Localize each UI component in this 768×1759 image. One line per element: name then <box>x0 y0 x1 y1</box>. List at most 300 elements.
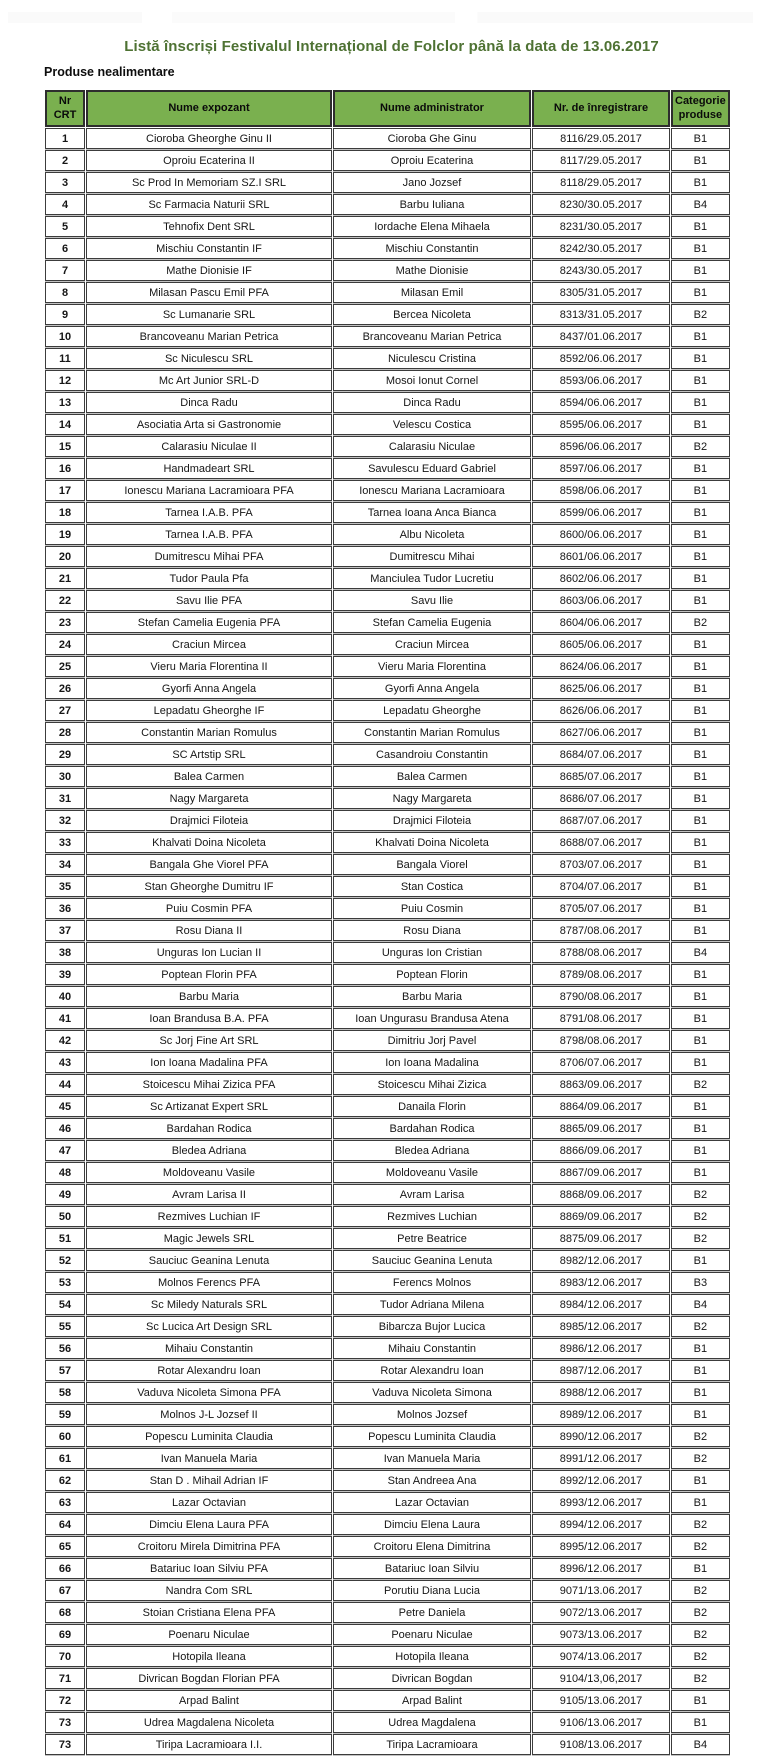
cell-nume-expozant: Sc Miledy Naturals SRL <box>86 1294 332 1315</box>
cell-nr-crt: 5 <box>45 216 85 237</box>
cell-nume-administrator: Iordache Elena Mihaela <box>333 216 531 237</box>
cell-nume-expozant: Vieru Maria Florentina II <box>86 656 332 677</box>
table-row <box>45 480 730 501</box>
cell-categorie-produse: B1 <box>671 832 730 853</box>
cell-nr-inregistrare: 8605/06.06.2017 <box>532 634 670 655</box>
cell-nume-administrator: Niculescu Cristina <box>333 348 531 369</box>
cell-nr-inregistrare: 8624/06.06.2017 <box>532 656 670 677</box>
cell-nr-inregistrare: 8791/08.06.2017 <box>532 1008 670 1029</box>
cell-nr-crt: 48 <box>45 1162 85 1183</box>
cell-nume-expozant: Batariuc Ioan Silviu PFA <box>86 1558 332 1579</box>
cell-nr-crt: 28 <box>45 722 85 743</box>
cell-nr-inregistrare: 8706/07.06.2017 <box>532 1052 670 1073</box>
cell-categorie-produse: B1 <box>671 502 730 523</box>
cell-nume-administrator: Ivan Manuela Maria <box>333 1448 531 1469</box>
cell-nr-crt: 37 <box>45 920 85 941</box>
table-row <box>45 1580 730 1601</box>
cell-categorie-produse: B2 <box>671 1448 730 1469</box>
cell-nume-administrator: Khalvati Doina Nicoleta <box>333 832 531 853</box>
table-row <box>45 1118 730 1139</box>
cell-nr-crt: 59 <box>45 1404 85 1425</box>
table-row <box>45 150 730 171</box>
table-row <box>45 766 730 787</box>
cell-categorie-produse: B2 <box>671 1184 730 1205</box>
cell-nume-expozant: Puiu Cosmin PFA <box>86 898 332 919</box>
cell-nr-crt: 67 <box>45 1580 85 1601</box>
table-row <box>45 854 730 875</box>
cell-nr-inregistrare: 8869/09.06.2017 <box>532 1206 670 1227</box>
cell-categorie-produse: B1 <box>671 766 730 787</box>
column-header-nr-crt: Nr CRT <box>45 90 85 127</box>
cell-categorie-produse: B1 <box>671 1140 730 1161</box>
cell-nr-crt: 30 <box>45 766 85 787</box>
cell-nume-expozant: Lepadatu Gheorghe IF <box>86 700 332 721</box>
cell-nr-inregistrare: 8596/06.06.2017 <box>532 436 670 457</box>
cell-nume-expozant: Sc Niculescu SRL <box>86 348 332 369</box>
cell-nr-crt: 8 <box>45 282 85 303</box>
cell-nr-inregistrare: 9104/13,06,2017 <box>532 1668 670 1689</box>
table-row <box>45 612 730 633</box>
cell-nr-crt: 53 <box>45 1272 85 1293</box>
cell-categorie-produse: B1 <box>671 634 730 655</box>
cell-nume-administrator: Stan Andreea Ana <box>333 1470 531 1491</box>
scan-artifact-band <box>8 12 753 23</box>
cell-nume-expozant: Tudor Paula Pfa <box>86 568 332 589</box>
cell-categorie-produse: B1 <box>671 238 730 259</box>
cell-categorie-produse: B2 <box>671 1646 730 1667</box>
cell-nr-inregistrare: 8798/08.06.2017 <box>532 1030 670 1051</box>
cell-categorie-produse: B1 <box>671 678 730 699</box>
cell-categorie-produse: B1 <box>671 1338 730 1359</box>
cell-nume-expozant: Sc Lumanarie SRL <box>86 304 332 325</box>
cell-nume-expozant: Stefan Camelia Eugenia PFA <box>86 612 332 633</box>
cell-nume-expozant: Dumitrescu Mihai PFA <box>86 546 332 567</box>
cell-nume-administrator: Casandroiu Constantin <box>333 744 531 765</box>
cell-nr-crt: 60 <box>45 1426 85 1447</box>
cell-categorie-produse: B1 <box>671 1712 730 1733</box>
cell-nume-expozant: Stan Gheorghe Dumitru IF <box>86 876 332 897</box>
cell-nr-crt: 6 <box>45 238 85 259</box>
cell-nume-administrator: Mischiu Constantin <box>333 238 531 259</box>
cell-nume-expozant: Oproiu Ecaterina II <box>86 150 332 171</box>
table-row <box>45 634 730 655</box>
cell-nr-crt: 24 <box>45 634 85 655</box>
cell-nume-expozant: Vaduva Nicoleta Simona PFA <box>86 1382 332 1403</box>
cell-nume-expozant: Calarasiu Niculae II <box>86 436 332 457</box>
cell-nr-inregistrare: 9072/13.06.2017 <box>532 1602 670 1623</box>
cell-nume-administrator: Moldoveanu Vasile <box>333 1162 531 1183</box>
cell-nume-administrator: Ion Ioana Madalina <box>333 1052 531 1073</box>
cell-nume-expozant: Arpad Balint <box>86 1690 332 1711</box>
cell-nume-administrator: Molnos Jozsef <box>333 1404 531 1425</box>
cell-nume-administrator: Hotopila Ileana <box>333 1646 531 1667</box>
cell-categorie-produse: B1 <box>671 1690 730 1711</box>
cell-nume-administrator: Brancoveanu Marian Petrica <box>333 326 531 347</box>
cell-nume-expozant: Gyorfi Anna Angela <box>86 678 332 699</box>
cell-categorie-produse: B4 <box>671 1734 730 1755</box>
cell-nume-administrator: Milasan Emil <box>333 282 531 303</box>
cell-nr-inregistrare: 8603/06.06.2017 <box>532 590 670 611</box>
cell-nr-inregistrare: 8593/06.06.2017 <box>532 370 670 391</box>
table-row <box>45 722 730 743</box>
table-row <box>45 172 730 193</box>
cell-nr-inregistrare: 8686/07.06.2017 <box>532 788 670 809</box>
cell-categorie-produse: B1 <box>671 1162 730 1183</box>
cell-nume-expozant: Unguras Ion Lucian II <box>86 942 332 963</box>
cell-categorie-produse: B1 <box>671 260 730 281</box>
cell-nume-expozant: Drajmici Filoteia <box>86 810 332 831</box>
cell-nume-administrator: Calarasiu Niculae <box>333 436 531 457</box>
cell-nr-crt: 14 <box>45 414 85 435</box>
table-row <box>45 876 730 897</box>
cell-nume-administrator: Arpad Balint <box>333 1690 531 1711</box>
table-row <box>45 1404 730 1425</box>
cell-nume-administrator: Petre Beatrice <box>333 1228 531 1249</box>
cell-nr-crt: 33 <box>45 832 85 853</box>
column-header-categorie-produse: Categorie produse <box>671 90 730 127</box>
cell-categorie-produse: B1 <box>671 392 730 413</box>
cell-nr-inregistrare: 8991/12.06.2017 <box>532 1448 670 1469</box>
cell-categorie-produse: B1 <box>671 722 730 743</box>
cell-nume-administrator: Velescu Costica <box>333 414 531 435</box>
cell-nume-expozant: Dimciu Elena Laura PFA <box>86 1514 332 1535</box>
table-row <box>45 1074 730 1095</box>
cell-categorie-produse: B1 <box>671 920 730 941</box>
cell-categorie-produse: B1 <box>671 128 730 149</box>
table-row <box>45 656 730 677</box>
cell-nr-crt: 66 <box>45 1558 85 1579</box>
cell-nr-crt: 56 <box>45 1338 85 1359</box>
cell-categorie-produse: B1 <box>671 414 730 435</box>
cell-categorie-produse: B2 <box>671 1580 730 1601</box>
cell-nr-inregistrare: 8118/29.05.2017 <box>532 172 670 193</box>
cell-nume-administrator: Croitoru Elena Dimitrina <box>333 1536 531 1557</box>
cell-nr-crt: 73 <box>45 1712 85 1733</box>
cell-nume-administrator: Danaila Florin <box>333 1096 531 1117</box>
cell-nume-administrator: Vieru Maria Florentina <box>333 656 531 677</box>
cell-categorie-produse: B1 <box>671 1470 730 1491</box>
cell-nume-administrator: Stan Costica <box>333 876 531 897</box>
cell-nume-expozant: Cioroba Gheorghe Ginu II <box>86 128 332 149</box>
cell-nr-crt: 47 <box>45 1140 85 1161</box>
cell-categorie-produse: B1 <box>671 1404 730 1425</box>
cell-nr-inregistrare: 8599/06.06.2017 <box>532 502 670 523</box>
cell-nume-administrator: Rezmives Luchian <box>333 1206 531 1227</box>
cell-nume-expozant: Craciun Mircea <box>86 634 332 655</box>
cell-nr-crt: 29 <box>45 744 85 765</box>
cell-nr-crt: 73 <box>45 1734 85 1755</box>
cell-nr-inregistrare: 8116/29.05.2017 <box>532 128 670 149</box>
cell-nr-inregistrare: 9105/13.06.2017 <box>532 1690 670 1711</box>
cell-nume-administrator: Jano Jozsef <box>333 172 531 193</box>
cell-nr-inregistrare: 8863/09.06.2017 <box>532 1074 670 1095</box>
cell-categorie-produse: B1 <box>671 458 730 479</box>
cell-categorie-produse: B1 <box>671 1250 730 1271</box>
cell-categorie-produse: B2 <box>671 1228 730 1249</box>
cell-nume-administrator: Petre Daniela <box>333 1602 531 1623</box>
table-row <box>45 1294 730 1315</box>
cell-categorie-produse: B1 <box>671 326 730 347</box>
cell-nume-expozant: Moldoveanu Vasile <box>86 1162 332 1183</box>
cell-nr-crt: 18 <box>45 502 85 523</box>
table-row <box>45 1338 730 1359</box>
cell-nr-inregistrare: 8305/31.05.2017 <box>532 282 670 303</box>
table-row <box>45 810 730 831</box>
cell-nr-crt: 13 <box>45 392 85 413</box>
cell-nr-crt: 62 <box>45 1470 85 1491</box>
cell-nume-expozant: Sc Lucica Art Design SRL <box>86 1316 332 1337</box>
table-row <box>45 1030 730 1051</box>
cell-nr-crt: 57 <box>45 1360 85 1381</box>
table-row <box>45 744 730 765</box>
cell-nume-expozant: Popescu Luminita Claudia <box>86 1426 332 1447</box>
cell-nr-crt: 68 <box>45 1602 85 1623</box>
cell-nume-administrator: Nagy Margareta <box>333 788 531 809</box>
cell-nr-inregistrare: 8995/12.06.2017 <box>532 1536 670 1557</box>
cell-nr-inregistrare: 8604/06.06.2017 <box>532 612 670 633</box>
cell-nume-expozant: Sauciuc Geanina Lenuta <box>86 1250 332 1271</box>
cell-nume-administrator: Balea Carmen <box>333 766 531 787</box>
cell-nr-inregistrare: 8983/12.06.2017 <box>532 1272 670 1293</box>
cell-nume-administrator: Tudor Adriana Milena <box>333 1294 531 1315</box>
cell-nume-administrator: Bercea Nicoleta <box>333 304 531 325</box>
table-row <box>45 920 730 941</box>
cell-categorie-produse: B1 <box>671 546 730 567</box>
cell-nume-expozant: Khalvati Doina Nicoleta <box>86 832 332 853</box>
cell-nume-expozant: Nandra Com SRL <box>86 1580 332 1601</box>
cell-nume-expozant: Mihaiu Constantin <box>86 1338 332 1359</box>
cell-nume-administrator: Poptean Florin <box>333 964 531 985</box>
cell-nume-administrator: Mathe Dionisie <box>333 260 531 281</box>
cell-nr-inregistrare: 8787/08.06.2017 <box>532 920 670 941</box>
cell-nume-administrator: Bangala Viorel <box>333 854 531 875</box>
cell-nume-expozant: Milasan Pascu Emil PFA <box>86 282 332 303</box>
table-row <box>45 260 730 281</box>
table-row <box>45 1052 730 1073</box>
table-row <box>45 568 730 589</box>
cell-nume-expozant: Sc Prod In Memoriam SZ.I SRL <box>86 172 332 193</box>
cell-nr-crt: 44 <box>45 1074 85 1095</box>
cell-nume-expozant: Stoicescu Mihai Zizica PFA <box>86 1074 332 1095</box>
cell-categorie-produse: B1 <box>671 986 730 1007</box>
cell-categorie-produse: B2 <box>671 1514 730 1535</box>
cell-nr-inregistrare: 8866/09.06.2017 <box>532 1140 670 1161</box>
cell-nr-inregistrare: 8705/07.06.2017 <box>532 898 670 919</box>
table-row <box>45 898 730 919</box>
cell-nr-crt: 52 <box>45 1250 85 1271</box>
cell-nume-administrator: Sauciuc Geanina Lenuta <box>333 1250 531 1271</box>
cell-nr-inregistrare: 9071/13.06.2017 <box>532 1580 670 1601</box>
cell-categorie-produse: B2 <box>671 1624 730 1645</box>
cell-nume-expozant: Mathe Dionisie IF <box>86 260 332 281</box>
cell-nr-crt: 11 <box>45 348 85 369</box>
table-row <box>45 524 730 545</box>
cell-categorie-produse: B2 <box>671 1426 730 1447</box>
cell-categorie-produse: B2 <box>671 612 730 633</box>
cell-nr-inregistrare: 9073/13.06.2017 <box>532 1624 670 1645</box>
cell-nr-crt: 42 <box>45 1030 85 1051</box>
cell-nr-crt: 51 <box>45 1228 85 1249</box>
cell-nr-inregistrare: 8988/12.06.2017 <box>532 1382 670 1403</box>
cell-nume-administrator: Ioan Ungurasu Brandusa Atena <box>333 1008 531 1029</box>
cell-nume-administrator: Popescu Luminita Claudia <box>333 1426 531 1447</box>
cell-nr-crt: 54 <box>45 1294 85 1315</box>
table-row <box>45 986 730 1007</box>
cell-nr-inregistrare: 8230/30.05.2017 <box>532 194 670 215</box>
cell-nume-expozant: Ivan Manuela Maria <box>86 1448 332 1469</box>
cell-nr-inregistrare: 8987/12.06.2017 <box>532 1360 670 1381</box>
cell-nr-inregistrare: 8592/06.06.2017 <box>532 348 670 369</box>
cell-nr-inregistrare: 8600/06.06.2017 <box>532 524 670 545</box>
cell-nume-administrator: Poenaru Niculae <box>333 1624 531 1645</box>
table-row <box>45 1558 730 1579</box>
cell-nume-expozant: Nagy Margareta <box>86 788 332 809</box>
table-row <box>45 1272 730 1293</box>
table-row <box>45 1536 730 1557</box>
cell-nume-administrator: Ferencs Molnos <box>333 1272 531 1293</box>
cell-nume-administrator: Mosoi Ionut Cornel <box>333 370 531 391</box>
cell-categorie-produse: B1 <box>671 964 730 985</box>
cell-nume-administrator: Savu Ilie <box>333 590 531 611</box>
cell-nr-inregistrare: 8864/09.06.2017 <box>532 1096 670 1117</box>
table-row <box>45 326 730 347</box>
cell-nume-administrator: Vaduva Nicoleta Simona <box>333 1382 531 1403</box>
cell-categorie-produse: B1 <box>671 590 730 611</box>
table-row <box>45 282 730 303</box>
cell-nr-crt: 65 <box>45 1536 85 1557</box>
cell-nr-inregistrare: 9106/13.06.2017 <box>532 1712 670 1733</box>
cell-categorie-produse: B2 <box>671 304 730 325</box>
cell-categorie-produse: B2 <box>671 436 730 457</box>
table-row <box>45 1162 730 1183</box>
table-row <box>45 1382 730 1403</box>
cell-nr-inregistrare: 8313/31.05.2017 <box>532 304 670 325</box>
cell-nume-administrator: Dimitriu Jorj Pavel <box>333 1030 531 1051</box>
table-row <box>45 1448 730 1469</box>
table-row <box>45 1624 730 1645</box>
cell-nume-expozant: Tarnea I.A.B. PFA <box>86 502 332 523</box>
cell-nume-administrator: Rosu Diana <box>333 920 531 941</box>
cell-nr-inregistrare: 8703/07.06.2017 <box>532 854 670 875</box>
cell-nume-administrator: Bibarcza Bujor Lucica <box>333 1316 531 1337</box>
table-row <box>45 458 730 479</box>
cell-categorie-produse: B2 <box>671 1316 730 1337</box>
cell-nr-inregistrare: 8243/30.05.2017 <box>532 260 670 281</box>
cell-nume-administrator: Bardahan Rodica <box>333 1118 531 1139</box>
cell-nr-inregistrare: 8985/12.06.2017 <box>532 1316 670 1337</box>
cell-nr-inregistrare: 8992/12.06.2017 <box>532 1470 670 1491</box>
cell-nume-expozant: Bardahan Rodica <box>86 1118 332 1139</box>
cell-nr-inregistrare: 8626/06.06.2017 <box>532 700 670 721</box>
cell-nr-crt: 35 <box>45 876 85 897</box>
cell-nume-administrator: Savulescu Eduard Gabriel <box>333 458 531 479</box>
cell-categorie-produse: B1 <box>671 1008 730 1029</box>
cell-nr-inregistrare: 8598/06.06.2017 <box>532 480 670 501</box>
registrations-table <box>44 89 731 1756</box>
cell-nr-inregistrare: 9074/13.06.2017 <box>532 1646 670 1667</box>
cell-nume-administrator: Dumitrescu Mihai <box>333 546 531 567</box>
cell-nume-expozant: Tarnea I.A.B. PFA <box>86 524 332 545</box>
cell-nume-expozant: Stan D . Mihail Adrian IF <box>86 1470 332 1491</box>
cell-nr-crt: 4 <box>45 194 85 215</box>
cell-nume-expozant: Sc Jorj Fine Art SRL <box>86 1030 332 1051</box>
table-row <box>45 1250 730 1271</box>
cell-categorie-produse: B1 <box>671 1052 730 1073</box>
table-row <box>45 1360 730 1381</box>
cell-nr-inregistrare: 8984/12.06.2017 <box>532 1294 670 1315</box>
cell-nr-crt: 43 <box>45 1052 85 1073</box>
cell-nume-expozant: Rosu Diana II <box>86 920 332 941</box>
cell-nr-inregistrare: 8688/07.06.2017 <box>532 832 670 853</box>
cell-nr-crt: 39 <box>45 964 85 985</box>
cell-categorie-produse: B4 <box>671 194 730 215</box>
cell-nume-administrator: Stefan Camelia Eugenia <box>333 612 531 633</box>
cell-nume-expozant: Ionescu Mariana Lacramioara PFA <box>86 480 332 501</box>
cell-categorie-produse: B3 <box>671 1272 730 1293</box>
cell-nume-administrator: Barbu Iuliana <box>333 194 531 215</box>
cell-categorie-produse: B1 <box>671 854 730 875</box>
cell-categorie-produse: B1 <box>671 700 730 721</box>
cell-categorie-produse: B1 <box>671 150 730 171</box>
cell-nume-expozant: Molnos Ferencs PFA <box>86 1272 332 1293</box>
cell-nume-administrator: Unguras Ion Cristian <box>333 942 531 963</box>
cell-nume-expozant: Asociatia Arta si Gastronomie <box>86 414 332 435</box>
table-row <box>45 414 730 435</box>
cell-nr-crt: 64 <box>45 1514 85 1535</box>
cell-nr-crt: 46 <box>45 1118 85 1139</box>
table-row <box>45 1602 730 1623</box>
cell-nr-crt: 12 <box>45 370 85 391</box>
cell-nr-crt: 25 <box>45 656 85 677</box>
cell-nume-administrator: Lazar Octavian <box>333 1492 531 1513</box>
cell-nume-administrator: Dinca Radu <box>333 392 531 413</box>
cell-nume-administrator: Stoicescu Mihai Zizica <box>333 1074 531 1095</box>
cell-categorie-produse: B1 <box>671 282 730 303</box>
cell-nr-crt: 72 <box>45 1690 85 1711</box>
table-row <box>45 1470 730 1491</box>
cell-categorie-produse: B2 <box>671 1074 730 1095</box>
cell-categorie-produse: B1 <box>671 480 730 501</box>
table-row <box>45 964 730 985</box>
cell-nume-administrator: Tiripa Lacramioara <box>333 1734 531 1755</box>
table-row <box>45 436 730 457</box>
table-row <box>45 1426 730 1447</box>
cell-categorie-produse: B1 <box>671 1492 730 1513</box>
cell-nume-expozant: Lazar Octavian <box>86 1492 332 1513</box>
cell-nume-expozant: Dinca Radu <box>86 392 332 413</box>
cell-nr-crt: 27 <box>45 700 85 721</box>
cell-nume-administrator: Manciulea Tudor Lucretiu <box>333 568 531 589</box>
cell-nr-crt: 2 <box>45 150 85 171</box>
cell-categorie-produse: B1 <box>671 810 730 831</box>
table-row <box>45 590 730 611</box>
cell-nr-crt: 50 <box>45 1206 85 1227</box>
cell-nr-crt: 3 <box>45 172 85 193</box>
cell-nr-crt: 15 <box>45 436 85 457</box>
table-row <box>45 392 730 413</box>
cell-nume-expozant: Mc Art Junior SRL-D <box>86 370 332 391</box>
cell-nume-expozant: Croitoru Mirela Dimitrina PFA <box>86 1536 332 1557</box>
cell-nr-crt: 49 <box>45 1184 85 1205</box>
table-row <box>45 502 730 523</box>
cell-nume-administrator: Tarnea Ioana Anca Bianca <box>333 502 531 523</box>
cell-nr-crt: 9 <box>45 304 85 325</box>
cell-nr-crt: 58 <box>45 1382 85 1403</box>
cell-nume-administrator: Puiu Cosmin <box>333 898 531 919</box>
cell-nume-administrator: Porutiu Diana Lucia <box>333 1580 531 1601</box>
cell-nume-administrator: Albu Nicoleta <box>333 524 531 545</box>
cell-nr-crt: 70 <box>45 1646 85 1667</box>
